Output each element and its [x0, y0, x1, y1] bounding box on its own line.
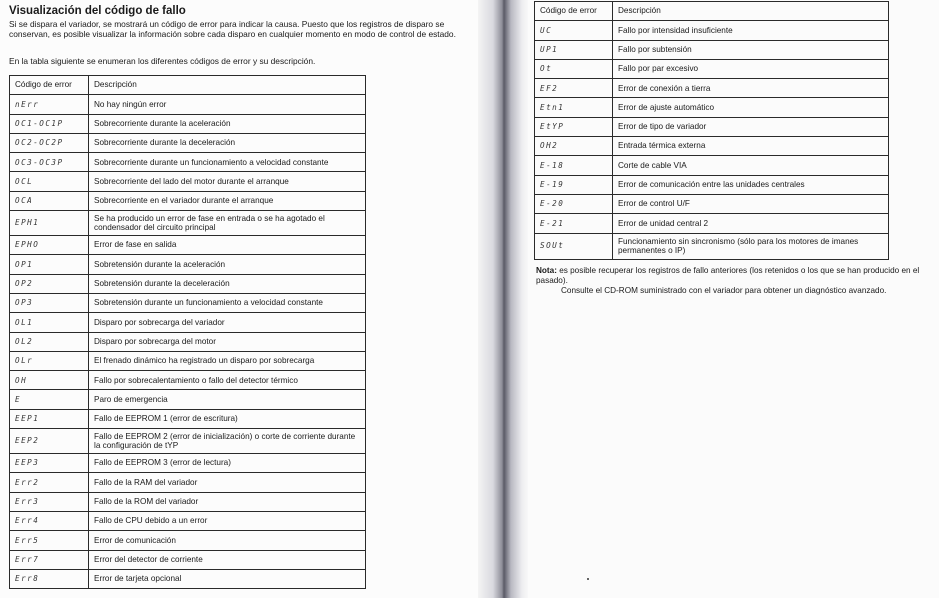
error-description-cell: Fallo de la ROM del variador	[89, 492, 366, 511]
error-description-cell: Disparo por sobrecarga del variador	[89, 313, 366, 332]
error-description-cell: Sobretensión durante un funcionamiento a velocidad constante	[89, 293, 366, 312]
error-description-cell: Corte de cable VIA	[613, 156, 889, 175]
error-description-cell: Fallo por sobrecalentamiento o fallo del detector térmico	[89, 371, 366, 390]
error-code-cell: E-20	[535, 194, 613, 213]
note-block	[536, 266, 936, 295]
error-code-cell: Err3	[10, 492, 89, 511]
error-description-cell: Sobrecorriente durante un funcionamiento a velocidad constante	[89, 153, 366, 172]
table-header-row	[10, 76, 366, 95]
error-description-cell: Sobrecorriente durante la deceleración	[89, 133, 366, 152]
error-description-cell: Error de comunicación entre las unidades centrales	[613, 175, 889, 194]
error-description-cell: Sobrecorriente del lado del motor durante el arranque	[89, 172, 366, 191]
error-description-cell: Error de tipo de variador	[613, 117, 889, 136]
error-description-cell: Error de ajuste automático	[613, 98, 889, 117]
error-description-cell: Error de conexión a tierra	[613, 79, 889, 98]
error-description-cell: Fallo por intensidad insuficiente	[613, 21, 889, 40]
error-code-cell: OL2	[10, 332, 89, 351]
error-description-cell: Fallo de CPU debido a un error	[89, 511, 366, 530]
error-code-cell: E-18	[535, 156, 613, 175]
error-code-cell: EPHO	[10, 236, 89, 255]
error-description-cell: Sobrecorriente durante la aceleración	[89, 114, 366, 133]
column-header-code: Código de error	[10, 76, 89, 95]
error-code-table-right	[534, 1, 889, 260]
error-description-cell: Fallo de la RAM del variador	[89, 473, 366, 492]
table-row	[10, 95, 366, 114]
error-code-cell: OP2	[10, 274, 89, 293]
column-header-code: Código de error	[535, 2, 613, 21]
error-description-cell: Error de control U/F	[613, 194, 889, 213]
error-description-cell: Paro de emergencia	[89, 390, 366, 409]
error-code-cell: Err2	[10, 473, 89, 492]
intro-paragraph: Si se dispara el variador, se mostrará un código de error para indicar la causa. Puesto que los registros de disparo se conservan, es posible visualizar la información sobre cada disparo en cualquier momento en modo de control de estado.	[9, 19, 456, 39]
error-code-cell: SOUt	[535, 233, 613, 259]
error-code-cell: OCL	[10, 172, 89, 191]
error-description-cell: Se ha producido un error de fase en entrada o se ha agotado el condensador del circuito principal	[89, 211, 366, 236]
error-code-cell: Ot	[535, 59, 613, 78]
error-description-cell: Error de tarjeta opcional	[89, 569, 366, 588]
error-description-cell: Sobretensión durante la deceleración	[89, 274, 366, 293]
table-row	[10, 569, 366, 588]
table-row	[10, 172, 366, 191]
error-description-cell: El frenado dinámico ha registrado un disparo por sobrecarga	[89, 351, 366, 370]
error-code-cell: OH	[10, 371, 89, 390]
table-row	[10, 236, 366, 255]
table-row	[10, 153, 366, 172]
error-description-cell: Error del detector de corriente	[89, 550, 366, 569]
section-title: Visualización del código de fallo	[9, 5, 186, 17]
table-row	[10, 274, 366, 293]
table-row	[535, 156, 889, 175]
error-description-cell: Disparo por sobrecarga del motor	[89, 332, 366, 351]
error-code-cell: OLr	[10, 351, 89, 370]
error-code-cell: EtYP	[535, 117, 613, 136]
error-code-cell: OC2-OC2P	[10, 133, 89, 152]
table-intro-paragraph: En la tabla siguiente se enumeran los diferentes códigos de error y su descripción.	[9, 56, 316, 66]
table-row	[10, 351, 366, 370]
table-row	[10, 550, 366, 569]
page-speck	[587, 578, 589, 580]
error-code-cell: Err8	[10, 569, 89, 588]
error-code-cell: E-21	[535, 214, 613, 233]
table-row	[535, 214, 889, 233]
error-code-cell: EEP2	[10, 429, 89, 454]
table-row	[10, 429, 366, 454]
table-row	[10, 390, 366, 409]
error-description-cell: No hay ningún error	[89, 95, 366, 114]
error-code-cell: Err5	[10, 531, 89, 550]
table-row	[535, 175, 889, 194]
table-row	[535, 117, 889, 136]
error-description-cell: Entrada térmica externa	[613, 137, 889, 156]
error-code-cell: UP1	[535, 40, 613, 59]
error-code-cell: E	[10, 390, 89, 409]
error-code-cell: EEP1	[10, 409, 89, 428]
column-header-description: Descripción	[89, 76, 366, 95]
error-code-cell: E-19	[535, 175, 613, 194]
error-description-cell: Sobrecorriente en el variador durante el arranque	[89, 191, 366, 210]
table-row	[10, 114, 366, 133]
table-row	[10, 371, 366, 390]
error-description-cell: Fallo de EEPROM 2 (error de inicialización) o corte de corriente durante la configuración de tYP	[89, 429, 366, 454]
table-row	[535, 194, 889, 213]
error-code-cell: OP3	[10, 293, 89, 312]
table-row	[535, 137, 889, 156]
table-row	[535, 21, 889, 40]
table-row	[535, 79, 889, 98]
error-description-cell: Fallo de EEPROM 1 (error de escritura)	[89, 409, 366, 428]
table-row	[10, 255, 366, 274]
error-code-cell: Err7	[10, 550, 89, 569]
error-code-cell: OL1	[10, 313, 89, 332]
table-row	[10, 492, 366, 511]
table-row	[10, 133, 366, 152]
error-description-cell: Fallo de EEPROM 3 (error de lectura)	[89, 454, 366, 473]
note-text-line1: es posible recuperar los registros de fallo anteriores (los retenidos o los que se han producido en el pasado).	[536, 266, 920, 285]
table-row	[10, 511, 366, 530]
error-code-cell: EEP3	[10, 454, 89, 473]
table-row	[10, 211, 366, 236]
error-code-cell: UC	[535, 21, 613, 40]
table-row	[10, 332, 366, 351]
error-code-table-left	[9, 75, 366, 589]
column-header-description: Descripción	[613, 2, 889, 21]
error-code-cell: EF2	[535, 79, 613, 98]
error-code-cell: OC1-OC1P	[10, 114, 89, 133]
table-row	[535, 98, 889, 117]
error-description-cell: Fallo por par excesivo	[613, 59, 889, 78]
book-gutter	[478, 0, 528, 598]
error-code-cell: Etn1	[535, 98, 613, 117]
error-code-cell: Err4	[10, 511, 89, 530]
note-label: Nota:	[536, 266, 557, 275]
table-row	[535, 59, 889, 78]
error-description-cell: Sobretensión durante la aceleración	[89, 255, 366, 274]
table-row	[535, 233, 889, 259]
error-code-cell: OH2	[535, 137, 613, 156]
error-description-cell: Error de comunicación	[89, 531, 366, 550]
table-row	[10, 473, 366, 492]
note-text-line2: Consulte el CD-ROM suministrado con el variador para obtener un diagnóstico avanzado.	[561, 285, 887, 295]
error-code-cell: nErr	[10, 95, 89, 114]
error-code-cell: OCA	[10, 191, 89, 210]
error-description-cell: Fallo por subtensión	[613, 40, 889, 59]
table-row	[10, 191, 366, 210]
error-code-cell: OC3-OC3P	[10, 153, 89, 172]
error-code-cell: OP1	[10, 255, 89, 274]
error-description-cell: Error de fase en salida	[89, 236, 366, 255]
error-description-cell: Error de unidad central 2	[613, 214, 889, 233]
table-row	[10, 313, 366, 332]
table-row	[10, 454, 366, 473]
table-row	[10, 531, 366, 550]
error-code-cell: EPH1	[10, 211, 89, 236]
table-header-row	[535, 2, 889, 21]
table-row	[535, 40, 889, 59]
table-row	[10, 409, 366, 428]
table-row	[10, 293, 366, 312]
error-description-cell: Funcionamiento sin sincronismo (sólo para los motores de imanes permanentes o IP)	[613, 233, 889, 259]
